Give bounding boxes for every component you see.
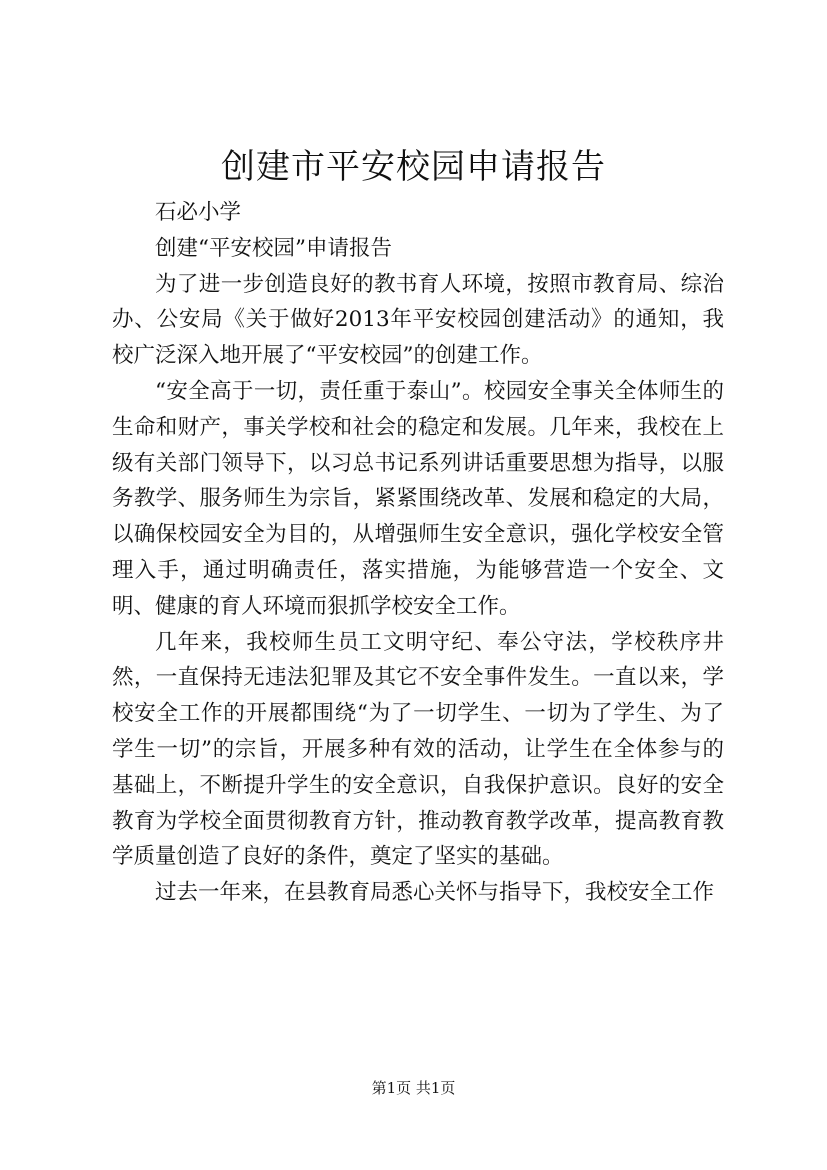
page-footer: 第1页 共1页: [371, 1079, 456, 1097]
paragraph-past-year: 过去一年来，在县教育局悉心关怀与指导下，我校安全工作: [155, 880, 715, 906]
paragraph-achievements: 几年来，我校师生员工文明守纪、奉公守法，学校秩序井然，一直保持无违法犯罪及其它不安全事件发生。一直以来，学校安全工作的开展都围绕“为了一切学生、一切为了学生、为了学生一切”的宗旨，开展多种有效的活动，让学生在全体参与的基础上，不断提升学生的安全意识，自我保护意识。良好的安全教育为学校全面贯彻教育方针，推动教育教学改革，提高教育教学质量创造了良好的条件，奠定了坚实的基础。: [112, 629, 724, 870]
paragraph-report-heading: 创建“平安校园”申请报告: [155, 235, 392, 261]
paragraph-intro: 为了进一步创造良好的教书育人环境，按照市教育局、综治办、公安局《关于做好2013年平安校园创建活动》的通知，我校广泛深入地开展了“平安校园”的创建工作。: [112, 271, 724, 369]
document-title: 创建市平安校园申请报告: [221, 147, 606, 187]
document-body: [112, 195, 724, 911]
paragraph-school-name: 石必小学: [155, 200, 242, 225]
paragraph-safety-principle: “安全高于一切，责任重于泰山”。校园安全事关全体师生的生命和财产，事关学校和社会的稳定和发展。几年来，我校在上级有关部门领导下，以习总书记系列讲话重要思想为指导，以服务教学、服务师生为宗旨，紧紧围绕改革、发展和稳定的大局，以确保校园安全为目的，从增强师生安全意识，强化学校安全管理入手，通过明确责任，落实措施，为能够营造一个安全、文明、健康的育人环境而狠抓学校安全工作。: [112, 378, 724, 619]
